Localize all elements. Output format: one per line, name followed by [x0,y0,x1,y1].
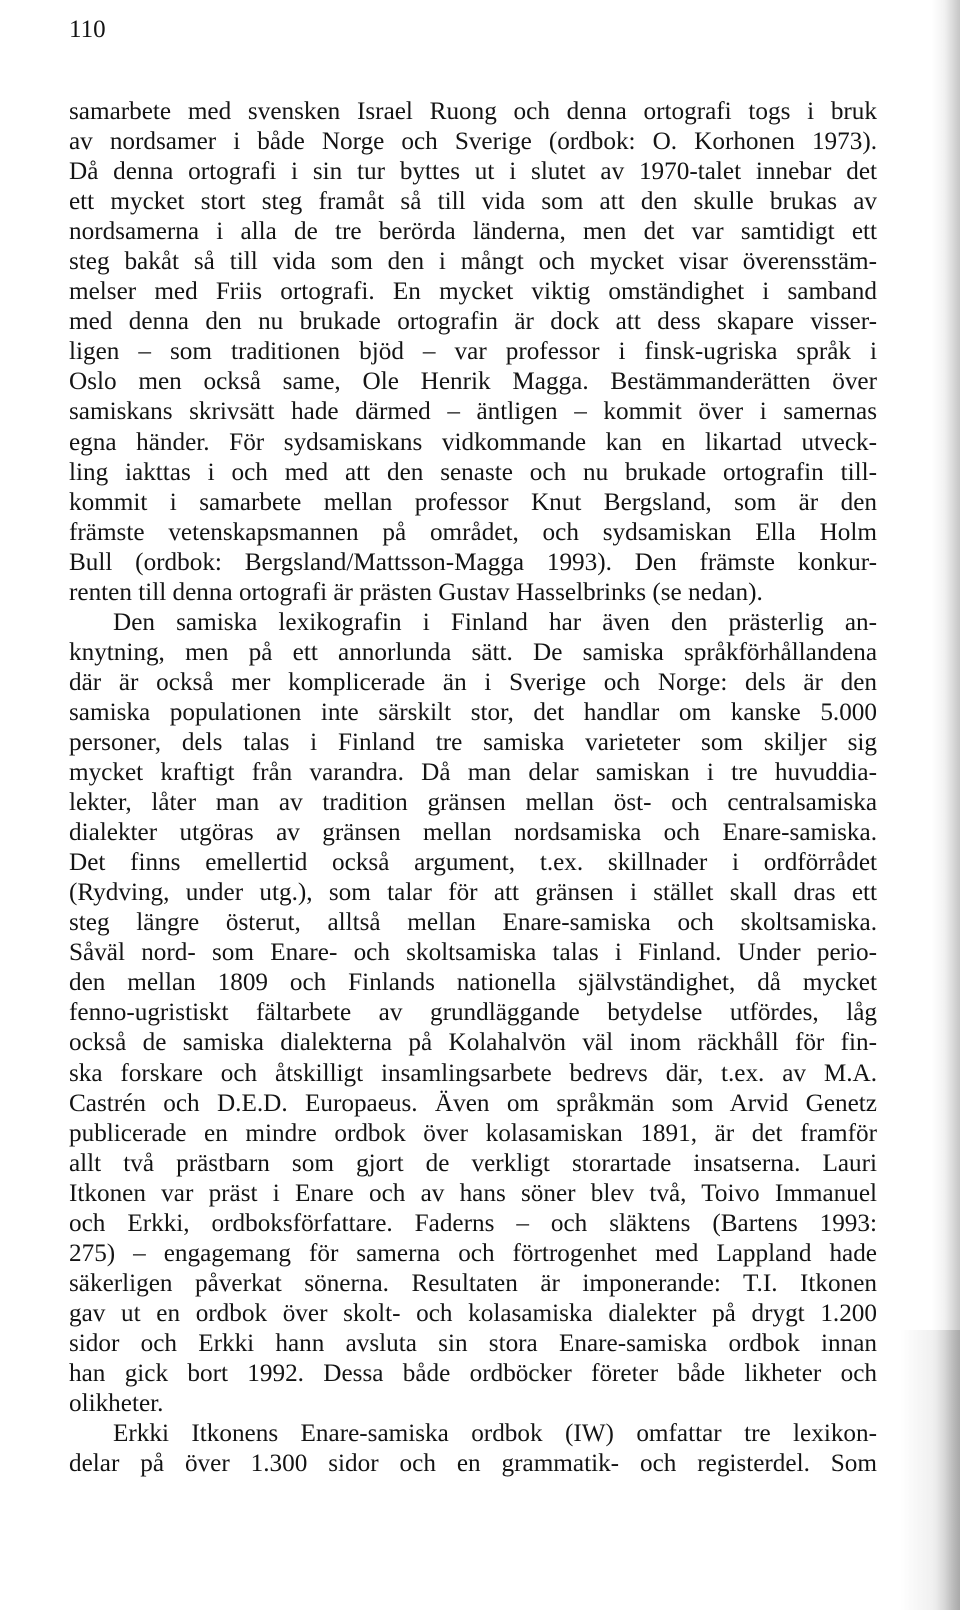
paragraph-last-line: olikheter. [69,1390,164,1418]
paragraph-first-line: Den samiska lexikografin i Finland har även den prästerlig an- [113,608,877,636]
text-line: 275) – engagemang för samerna och förtrogenhet med Lappland hade [69,1239,877,1267]
text-line: främste vetenskapsmannen på området, och sydsamiskan Ella Holm [69,518,877,546]
text-line: ska forskare och åtskilligt insamlingsarbete bedrevs där, t.ex. av M.A. [69,1059,877,1087]
text-line: samiska populationen inte särskilt stor, det handlar om kanske 5.000 [69,698,877,726]
text-line: ling iakttas i och med att den senaste och nu brukade ortografin till- [69,458,877,486]
text-line: delar på över 1.300 sidor och en grammatik- och registerdel. Som [69,1450,877,1478]
text-line: allt två prästbarn som gjort de verkligt storartade insatserna. Lauri [69,1149,877,1177]
text-line: av nordsamer i både Norge och Sverige (ordbok: O. Korhonen 1973). [69,128,877,156]
text-line: och Erkki, ordboksförfattare. Faderns – och släktens (Bartens 1993: [69,1209,877,1237]
text-line: dialekter utgöras av gränsen mellan nordsamiska och Enare-samiska. [69,819,877,847]
paragraph-last-line: renten till denna ortografi är prästen Gustav Hasselbrinks (se nedan). [69,578,763,606]
text-line: samarbete med svensken Israel Ruong och denna ortografi togs i bruk [69,98,877,125]
text-line: sidor och Erkki hann avsluta sin stora Enare-samiska ordbok innan [69,1329,877,1357]
text-line: Bull (ordbok: Bergsland/Mattsson-Magga 1993). Den främste konkur- [69,548,877,576]
text-line: också de samiska dialekterna på Kolahalvön väl inom räckhåll för fin- [69,1029,877,1057]
text-line: Då denna ortografi i sin tur byttes ut i slutet av 1970-talet innebar det [69,158,877,186]
text-line: mycket kraftigt från varandra. Då man delar samiskan i tre huvuddia- [69,759,877,787]
text-line: Castrén och D.E.D. Europaeus. Även om språkmän som Arvid Genetz [69,1089,877,1117]
text-line: han gick bort 1992. Dessa både ordböcker företer både likheter och [69,1359,877,1387]
text-line: ligen – som traditionen bjöd – var professor i finsk-ugriska språk i [69,338,877,366]
text-line: knytning, men på ett annorlunda sätt. De samiska språkförhållandena [69,638,877,666]
text-line: nordsamerna i alla de tre berörda länderna, men det var samtidigt ett [69,218,877,246]
text-line: egna händer. För sydsamiskans vidkommande kan en likartad utveck- [69,428,877,456]
text-line: Oslo men också same, Ole Henrik Magga. Bestämmanderätten över [69,368,877,396]
page-number: 110 [69,16,106,43]
text-line: med denna den nu brukade ortografin är dock att dess skapare visser- [69,308,877,336]
paragraph-first-line: Erkki Itkonens Enare-samiska ordbok (IW) omfattar tre lexikon- [113,1420,877,1448]
text-line: där är också mer komplicerade än i Sverige och Norge: dels är den [69,668,877,696]
text-line: kommit i samarbete mellan professor Knut Bergsland, som är den [69,488,877,516]
text-line: (Rydving, under utg.), som talar för att gränsen i stället skall dras ett [69,879,877,907]
text-line: Såväl nord- som Enare- och skoltsamiska talas i Finland. Under perio- [69,939,877,967]
text-line: melser med Friis ortografi. En mycket viktig omständighet i samband [69,278,877,306]
text-line: ett mycket stort steg framåt så till vida som att den skulle brukas av [69,188,877,216]
text-line: Det finns emellertid också argument, t.ex. skillnader i ordförrådet [69,849,877,877]
body-text [69,97,877,1479]
text-line: samiskans skrivsätt hade därmed – äntligen – kommit över i samernas [69,398,877,426]
text-line: lekter, låter man av tradition gränsen mellan öst- och centralsamiska [69,789,877,817]
text-line: personer, dels talas i Finland tre samiska varieteter som skiljer sig [69,728,877,756]
page-edge-shadow-lower [900,1330,960,1610]
text-line: Itkonen var präst i Enare och av hans söner blev två, Toivo Immanuel [69,1179,877,1207]
text-line: steg bakåt så till vida som den i mångt och mycket visar överensstäm- [69,248,877,276]
text-line: publicerade en mindre ordbok över kolasamiskan 1891, är det framför [69,1119,877,1147]
text-line: steg längre österut, alltså mellan Enare-samiska och skoltsamiska. [69,909,877,937]
text-line: säkerligen påverkat sönerna. Resultaten är imponerande: T.I. Itkonen [69,1269,877,1297]
text-line: den mellan 1809 och Finlands nationella självständighet, då mycket [69,969,877,997]
text-line: gav ut en ordbok över skolt- och kolasamiska dialekter på drygt 1.200 [69,1299,877,1327]
text-line: fenno-ugristiskt fältarbete av grundläggande betydelse utfördes, låg [69,999,877,1027]
